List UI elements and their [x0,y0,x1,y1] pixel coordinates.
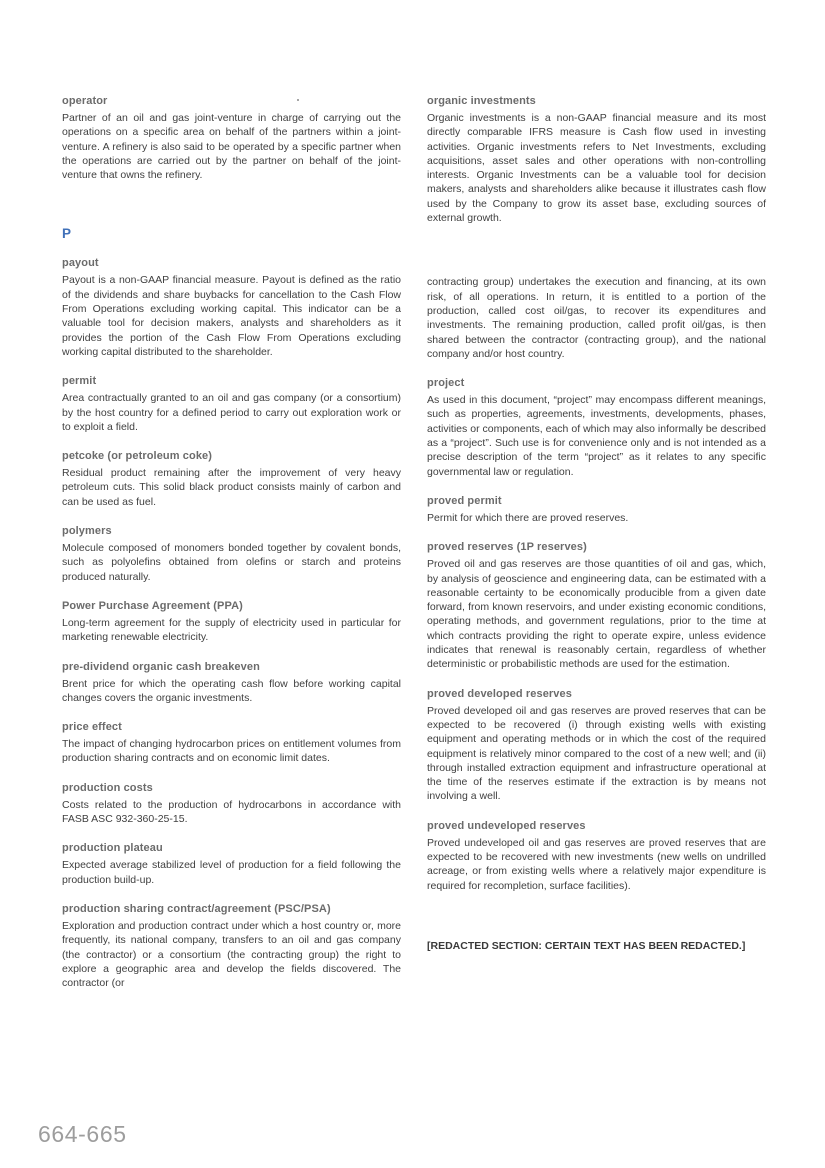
glossary-term: Power Purchase Agreement (PPA) [62,599,243,612]
glossary-definition: The impact of changing hydrocarbon prices on entitlement volumes from production sharing contracts and on economic limit dates. [62,738,401,765]
glossary-term: permit [62,375,97,388]
glossary-term: proved undeveloped reserves [427,819,586,832]
glossary-definition: Proved oil and gas reserves are those quantities of oil and gas, which, by analysis of geoscience and engineering data, can be estimated with a reasonable certainty to be economically producible from a given date forward, from known reservoirs, and under existing economic conditions, operating methods, and government regulations, prior to the time at which contracts providing the right to operate expire, unless evidence indicates that renewal is reasonably certain, regardless of whether deterministic or probabilistic methods are used for the estimation. [427,558,766,671]
glossary-term: price effect [62,721,122,734]
glossary-left-column [62,95,401,990]
glossary-definition: Permit for which there are proved reserves. [427,511,629,524]
glossary-definition: Expected average stabilized level of production for a field following the production build-up. [62,859,401,886]
glossary-term: production costs [62,781,153,794]
glossary-term: production plateau [62,842,163,855]
glossary-definition: Long-term agreement for the supply of electricity used in particular for marketing renewable electricity. [62,616,401,644]
glossary-term: polymers [62,525,112,538]
redacted-section-note: [REDACTED SECTION: CERTAIN TEXT HAS BEEN REDACTED.] [427,939,746,952]
glossary-definition: Exploration and production contract under which a host country or, more frequently, its national company, transfers to an oil and gas company (the contractor) or a consortium (the contracting group) the right to explore a geographic area and develop the fields discovered. The contractor (or [62,919,401,990]
stray-mark [297,99,299,101]
glossary-definition: Residual product remaining after the improvement of very heavy petroleum cuts. This solid black product consists mainly of carbon and can be used as fuel. [62,467,401,508]
glossary-term: proved reserves (1P reserves) [427,541,587,554]
glossary-term: project [427,377,465,390]
glossary-definition: Costs related to the production of hydrocarbons in accordance with FASB ASC 932-360-25-15. [62,798,401,826]
glossary-definition: Brent price for which the operating cash flow before working capital changes covers the organic investments. [62,677,401,704]
glossary-term: organic investments [427,95,536,107]
page-number: 664-665 [38,1121,127,1147]
glossary-term: petcoke (or petroleum coke) [62,450,213,463]
glossary-term: production sharing contract/agreement (PSC/PSA) [62,902,331,915]
glossary-term: proved permit [427,494,502,507]
glossary-definition: Area contractually granted to an oil and gas company (or a consortium) by the host country for a defined period to carry out exploration work or to exploit a field. [62,392,401,433]
glossary-term: proved developed reserves [427,687,572,700]
glossary-definition: Partner of an oil and gas joint-venture in charge of carrying out the operations on a specific area on behalf of the partners within a joint-venture. A refinery is also said to be operated by a specific partner when the operations are carried out by the partner on behalf of the joint-venture that owns the refinery. [62,112,401,182]
letter-heading: P [62,226,72,242]
glossary-definition: As used in this document, “project” may encompass different meanings, such as properties, agreements, investments, developments, phases, activities or components, each of which may also informally be described as a “project”. Such use is for convenience only and is not intended as a precise description of the term “project” as it relates to any specific governmental law or regulation. [427,394,766,478]
glossary-term: payout [62,257,99,270]
glossary-definition: Molecule composed of monomers bonded together by covalent bonds, such as polyolefins obtained from olefins or starch and proteins produced naturally. [62,542,401,583]
glossary-right-column [427,95,766,990]
glossary-definition: Payout is a non-GAAP financial measure. Payout is defined as the ratio of the dividends and share buybacks for cancellation to the Cash Flow From Operations excluding working capital. This indicator can be a valuable tool for decision makers, analysts and shareholders as it provides the portion of the Cash Flow From Operations excluding working capital distributed to the shareholder. [62,274,401,358]
glossary-definition: Proved developed oil and gas reserves are proved reserves that can be expected to be recovered (i) through existing wells with existing equipment and operating methods or in which the cost of the required equipment is relatively minor compared to the cost of a new well; and (ii) through installed extraction equipment and infrastructure operational at the time of the reserves estimate if the extraction is by means not involving a well. [427,704,766,803]
glossary-term: pre-dividend organic cash breakeven [62,660,260,673]
glossary-term: operator [62,95,108,107]
glossary-definition-continued: contracting group) undertakes the execution and financing, at its own risk, of all operations. In return, it is entitled to a portion of the production, called cost oil/gas, to recover its expenditures and investments. The remaining production, called profit oil/gas, is then shared between the contractor (contracting group), and the national company and/or host country. [427,276,766,360]
glossary-definition: Organic investments is a non-GAAP financial measure and its most directly comparable IFRS measure is Cash flow used in investing activities. Organic investments refers to Net Investments, excluding acquisitions, asset sales and other operations with non-controlling interests. Organic Investments can be a valuable tool for decision makers, analysts and shareholders alike because it illustrates cash flow used by the Company to grow its asset base, excluding sources of external growth. [427,112,766,225]
glossary-definition: Proved undeveloped oil and gas reserves are proved reserves that are expected to be recovered with new investments (new wells on undrilled acreage, or from existing wells where a relatively major expenditure is required for recompletion, surface facilities). [427,836,766,892]
